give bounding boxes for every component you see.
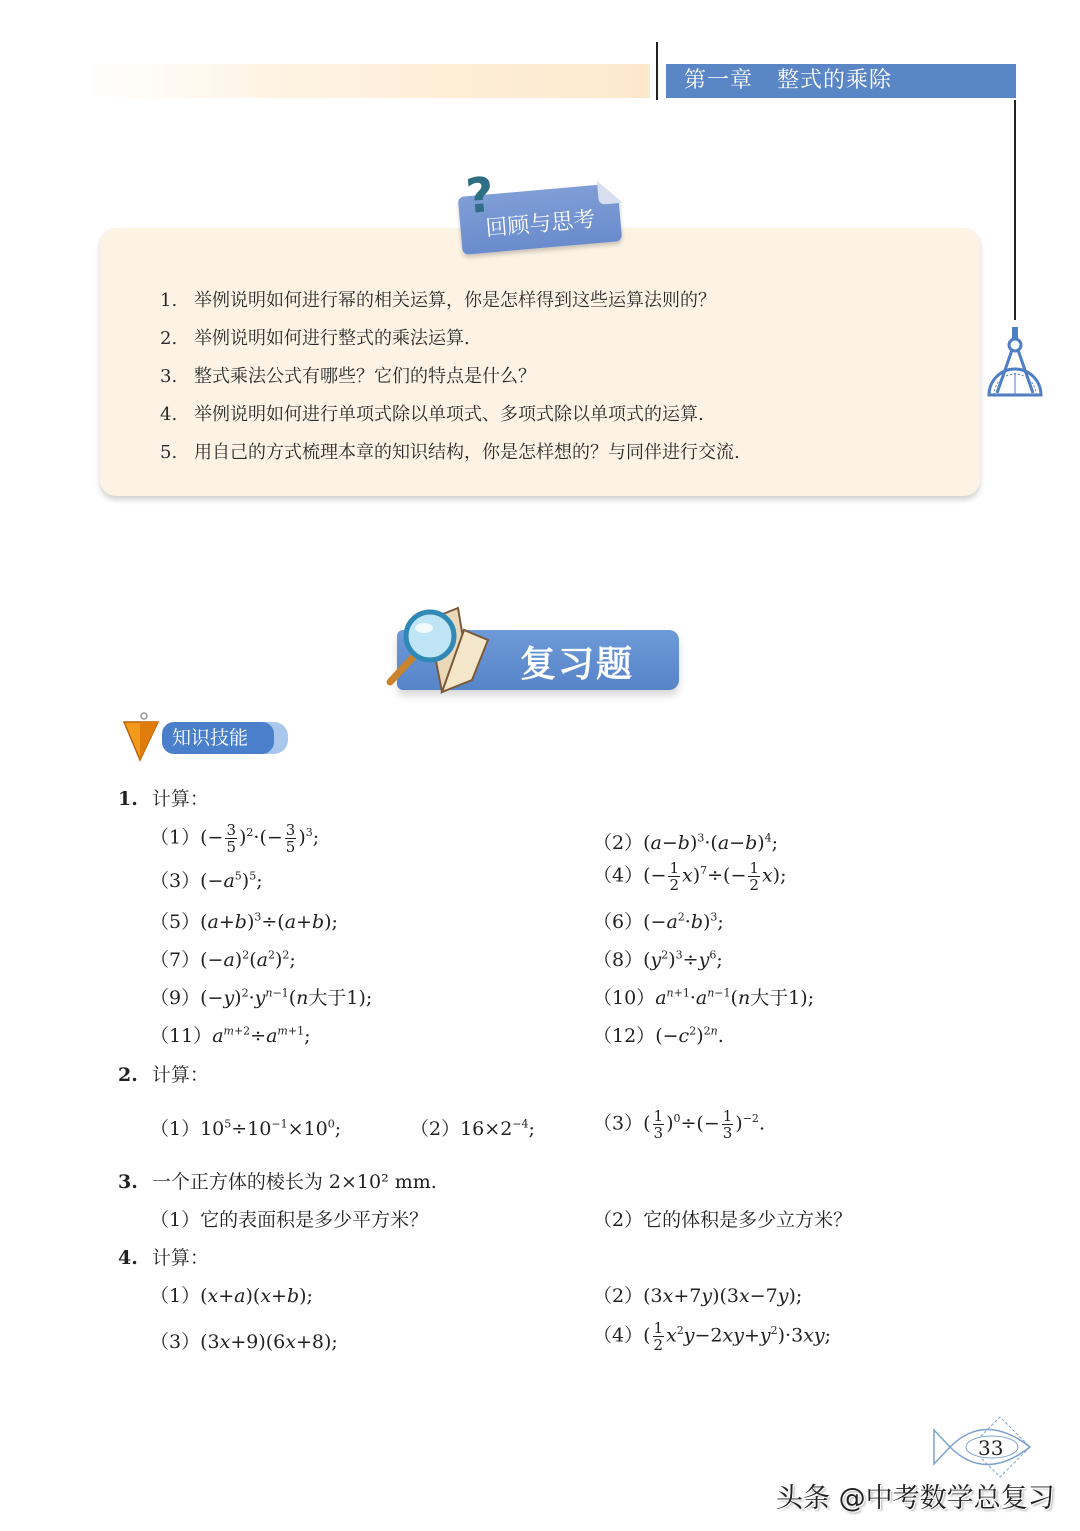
chapter-number: 第一章	[684, 68, 754, 93]
q2-item-2: $(2)16\times 2^{-4}$;	[410, 1117, 535, 1140]
q1-item-12: $(12)(-c^2)^{2n}$.	[593, 1024, 724, 1047]
q1-item-1: （1）(− $\frac{3}{5}$ )$^2$·(− $\frac{3}{5}$ )$^3$;	[150, 821, 320, 856]
page-curl-decor	[597, 179, 623, 205]
q1-item-11: $(11)a^{m+2}\div a^{m+1}$;	[150, 1024, 311, 1047]
q2-item-3: （3）( $\frac{1}{3}$ )$^0$÷(− $\frac{1}{3}$ )$^{-2}$.	[593, 1107, 765, 1142]
header-decor-band	[85, 64, 650, 98]
q1-item-10: $(10)a^{n+1}\cdot a^{n-1}(n$大于1);	[593, 986, 815, 1009]
question-mark-icon: ?	[463, 166, 497, 226]
question-1-header: 1. 计算：	[118, 788, 209, 810]
page-number: 33	[978, 1436, 1004, 1460]
review-question: 3. 整式乘法公式有哪些？它们的特点是什么？	[160, 366, 536, 387]
review-exercises-title: 复习题	[520, 644, 635, 685]
q4-item-2: （2）(3x+7y)(3x−7y);	[593, 1285, 803, 1307]
q1-item-6: $(6)(-a^2\cdot b)^3$;	[593, 910, 724, 933]
pendulum-icon	[120, 712, 160, 762]
q3-item-2: （2）它的体积是多少立方米？	[593, 1209, 853, 1231]
review-question-list	[160, 282, 960, 472]
q1-item-3: $(3)(-a^5)^5$;	[150, 869, 263, 892]
chapter-header	[666, 64, 1016, 98]
header-divider	[656, 42, 658, 100]
review-reflect-label: 回顾与思考	[484, 207, 597, 242]
chapter-title: 整式的乘除	[777, 68, 893, 93]
knowledge-skills-tag: 知识技能	[162, 722, 274, 754]
side-divider	[1014, 100, 1016, 320]
compass-protractor-icon	[985, 325, 1045, 400]
question-2-header: 2. 计算：	[118, 1064, 209, 1086]
question-4-header: 4. 计算：	[118, 1247, 209, 1269]
q4-item-3: （3）(3x+9)(6x+8);	[150, 1331, 338, 1353]
magnifier-book-icon	[380, 600, 510, 695]
q1-item-7: $(7)(-a)^2(a^2)^2$;	[150, 948, 296, 971]
q2-item-1: $(1)10^5\div 10^{-1}\times 10^0$;	[150, 1117, 342, 1140]
q1-item-9: $(9)(-y)^2\cdot y^{n-1}(n$大于1);	[150, 986, 373, 1009]
q4-item-1: （1）(x+a)(x+b);	[150, 1285, 313, 1307]
q4-item-4: （4）( $\frac{1}{2}$ $x^2y-2xy+y^2)\cdot 3xy$;	[593, 1319, 832, 1354]
q1-item-5: $(5)(a+b)^3\div(a+b)$;	[150, 910, 338, 933]
review-question: 5. 用自己的方式梳理本章的知识结构，你是怎样想的？与同伴进行交流.	[160, 442, 740, 463]
watermark: 头条 @中考数学总复习	[776, 1483, 1055, 1514]
q1-item-2: $(2)(a-b)^3\cdot(a-b)^4$;	[593, 831, 779, 854]
question-3-header: 3. 一个正方体的棱长为 2×10² mm.	[118, 1171, 437, 1193]
review-question: 4. 举例说明如何进行单项式除以单项式、多项式除以单项式的运算.	[160, 404, 704, 425]
review-question: 2. 举例说明如何进行整式的乘法运算.	[160, 328, 470, 349]
q1-item-4: （4）(− $\frac{1}{2}$ x)$^7$÷(− $\frac{1}{2}$ x);	[593, 859, 787, 894]
q3-item-1: （1）它的表面积是多少平方米？	[150, 1209, 429, 1231]
review-question: 1. 举例说明如何进行幂的相关运算，你是怎样得到这些运算法则的？	[160, 290, 716, 311]
q1-item-8: $(8)(y^2)^3\div y^6$;	[593, 948, 723, 971]
